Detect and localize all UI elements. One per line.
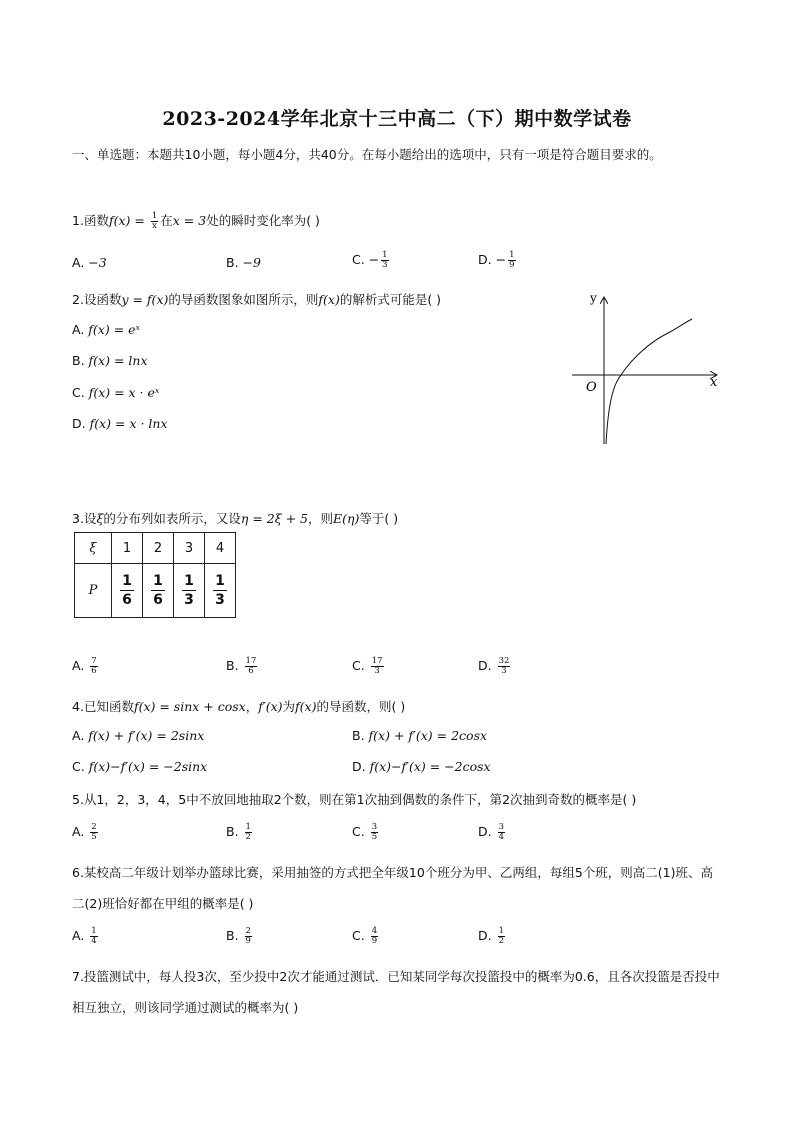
numerator: 3 [371,822,378,832]
q4-derivative: f′(x) [258,699,283,714]
option-label: C. [352,252,365,267]
option-label: D. [72,416,86,431]
question-4 [72,697,405,715]
q1-option-b[interactable] [226,255,261,270]
option-label: A. [72,824,85,839]
option-text: −9 [242,255,261,270]
denominator: 5 [371,832,378,842]
table-row [75,564,236,618]
option-text: f(x) = lnx [88,353,148,368]
option-label: A. [72,728,85,743]
q3-eta: η = 2ξ + 5 [240,511,308,526]
table-cell: 2 [143,533,174,564]
q3-option-a[interactable] [72,657,100,676]
q1-pre: 函数 [83,213,109,228]
numerator: 1 [382,250,388,260]
numerator: 2 [245,926,251,936]
q2-function: y = f(x) [121,292,169,307]
denominator: 9 [509,260,515,270]
q2-option-c[interactable] [72,385,159,400]
denominator: 9 [371,936,378,946]
option-text: f(x) = x · lnx [89,416,168,431]
numerator: 1 [215,573,225,589]
denominator: 6 [122,592,132,608]
table-cell: 4 [205,533,236,564]
q2-option-d[interactable] [72,416,168,431]
question-number: 2. [72,292,84,307]
q1-option-c[interactable] [352,251,391,270]
table-row [75,533,236,564]
option-fraction [245,823,252,842]
option-fraction [381,251,388,270]
option-fraction [371,657,384,676]
table-cell: 1 [112,533,143,564]
q4-option-a[interactable] [72,728,204,743]
question-2 [72,290,441,308]
q2-option-b[interactable] [72,353,148,368]
numerator: 1 [122,573,132,589]
option-label: D. [478,252,492,267]
table-cell [205,564,236,618]
q2-function-2: f(x) [318,292,340,307]
q5-option-d[interactable] [478,823,507,842]
q4-post: 的导函数，则( ) [316,699,406,714]
table-cell [112,564,143,618]
denominator: 3 [382,260,388,270]
option-fraction [371,927,378,946]
option-label: B. [72,353,85,368]
q1-condition: x = 3 [172,213,207,228]
option-text: f(x)−f′(x) = −2sinx [88,759,208,774]
numerator: 1 [153,573,163,589]
q3-xi: ξ [96,511,104,526]
q1-fraction [151,212,158,231]
q1-function: f(x) = [108,213,149,228]
question-number: 4. [72,699,84,714]
numerator: 17 [371,656,383,666]
q1-mid: 在 [160,213,173,228]
numerator: 1 [245,822,251,832]
option-text: f(x) + f′(x) = 2cosx [368,728,488,743]
option-fraction [498,823,505,842]
option-label: B. [226,255,239,270]
denominator: 3 [184,592,194,608]
option-label: C. [352,928,365,943]
probability-fraction [182,572,196,609]
question-number: 3. [72,511,84,526]
option-label: B. [226,824,239,839]
option-label: A. [72,928,85,943]
option-label: B. [226,658,239,673]
question-1 [72,211,320,231]
y-axis-label: y [590,291,597,305]
option-fraction [90,927,97,946]
option-sign: − [368,252,380,267]
exam-title: 2023-2024学年北京十三中高二（下）期中数学试卷 [162,108,632,130]
question-7: 7.投篮测试中，每人投3次，至少投中2次才能通过测试．已知某同学每次投篮投中的概率为0.6，且各次投篮是否投中相互独立，则该同学通过测试的概率为( ) [72,969,720,1015]
option-fraction [498,927,505,946]
origin-label: O [586,380,597,395]
option-label: A. [72,322,85,337]
probability-fraction [213,572,227,609]
numerator: 17 [245,656,257,666]
q2-mid: 的导函数图象如图所示，则 [168,292,319,307]
q3-expectation: E(η) [333,511,360,526]
question-3 [72,509,398,527]
numerator: 4 [371,926,378,936]
q1-post: 处的瞬时变化率为( ) [206,213,320,228]
option-label: A. [72,255,85,270]
option-fraction [498,657,511,676]
q6-option-c[interactable] [352,927,380,946]
q4-option-d[interactable] [352,759,491,774]
option-text: f(x) = x · eˣ [88,385,160,400]
q3-pre: 设 [83,511,97,526]
option-label: D. [478,658,492,673]
numerator: 1 [509,250,515,260]
q4-function: f(x) = sinx + cosx [133,699,246,714]
option-label: D. [478,928,492,943]
table-cell [143,564,174,618]
denominator: 4 [498,832,505,842]
numerator: 1 [91,926,97,936]
denominator: 2 [498,936,505,946]
x-axis-label: x [710,375,718,390]
numerator: 3 [498,822,505,832]
q2-pre: 设函数 [83,292,122,307]
q4-mid2: 为 [282,699,296,714]
table-header-cell: P [75,564,112,618]
denominator: 6 [248,666,254,676]
option-label: C. [352,658,365,673]
numerator: 2 [91,822,97,832]
derivative-curve [606,319,692,444]
option-label: C. [72,759,85,774]
q6-option-d[interactable] [478,927,507,946]
q4-mid: ， [245,699,259,714]
distribution-table [74,532,236,618]
option-label: C. [352,824,365,839]
q3-option-b[interactable] [226,657,259,676]
option-text: f(x)−f′(x) = −2cosx [369,759,491,774]
denominator: 5 [91,832,97,842]
q1-option-a[interactable] [72,255,107,270]
question-5: 5.从1，2，3，4，5中不放回地抽取2个数，则在第1次抽到偶数的条件下，第2次抽到奇数的概率是( ) [72,792,637,807]
q5-option-c[interactable] [352,823,380,842]
numerator: 1 [151,211,158,221]
option-sign: − [495,252,507,267]
probability-fraction [151,572,165,609]
section-heading: 一、单选题：本题共10小题，每小题4分，共40分。在每小题给出的选项中，只有一项是符合题目要求的。 [72,147,662,162]
q2-option-a[interactable] [72,322,140,337]
option-text: −3 [88,255,107,270]
option-label: B. [226,928,239,943]
option-fraction [90,823,97,842]
q1-option-d[interactable] [478,251,518,270]
denominator: 3 [501,666,507,676]
denominator: 3 [374,666,380,676]
q2-post: 的解析式可能是( ) [339,292,442,307]
denominator: 4 [91,936,97,946]
option-fraction [90,657,97,676]
question-6: 6.某校高二年级计划举办篮球比赛，采用抽签的方式把全年级10个班分为甲、乙两组，每组5个班，则高二(1)班、高二(2)班恰好都在甲组的概率是( ) [72,865,713,911]
q6-option-b[interactable] [226,927,254,946]
q6-option-a[interactable] [72,927,100,946]
option-label: B. [352,728,365,743]
numerator: 1 [498,926,505,936]
denominator: 6 [153,592,163,608]
option-label: D. [478,824,492,839]
option-text: f(x) = eˣ [88,322,140,337]
numerator: 7 [91,656,97,666]
q3-mid: 的分布列如表所示，又设 [103,511,241,526]
denominator: 2 [245,832,251,842]
option-label: D. [352,759,366,774]
q3-option-d[interactable] [478,657,512,676]
denominator: x [152,221,157,231]
q4-pre: 已知函数 [83,699,134,714]
option-fraction [245,657,258,676]
option-fraction [508,251,515,270]
question-number: 1. [72,213,84,228]
denominator: 3 [215,592,225,608]
denominator: 6 [91,666,97,676]
q4-function-2: f(x) [295,699,317,714]
q3-mid2: ，则 [307,511,333,526]
q4-option-c[interactable] [72,759,207,774]
option-label: A. [72,658,85,673]
q5-option-b[interactable] [226,823,254,842]
q3-option-c[interactable] [352,657,386,676]
numerator: 1 [184,573,194,589]
option-text: f(x) + f′(x) = 2sinx [88,728,205,743]
option-fraction [245,927,252,946]
table-cell [174,564,205,618]
option-fraction [371,823,378,842]
option-label: C. [72,385,85,400]
q3-post: 等于( ) [359,511,399,526]
table-cell: 3 [174,533,205,564]
numerator: 32 [498,656,510,666]
denominator: 9 [245,936,251,946]
table-header-cell: ξ [75,533,112,564]
probability-fraction [120,572,134,609]
q4-option-b[interactable] [352,728,487,743]
derivative-graph [568,288,728,448]
q5-option-a[interactable] [72,823,100,842]
